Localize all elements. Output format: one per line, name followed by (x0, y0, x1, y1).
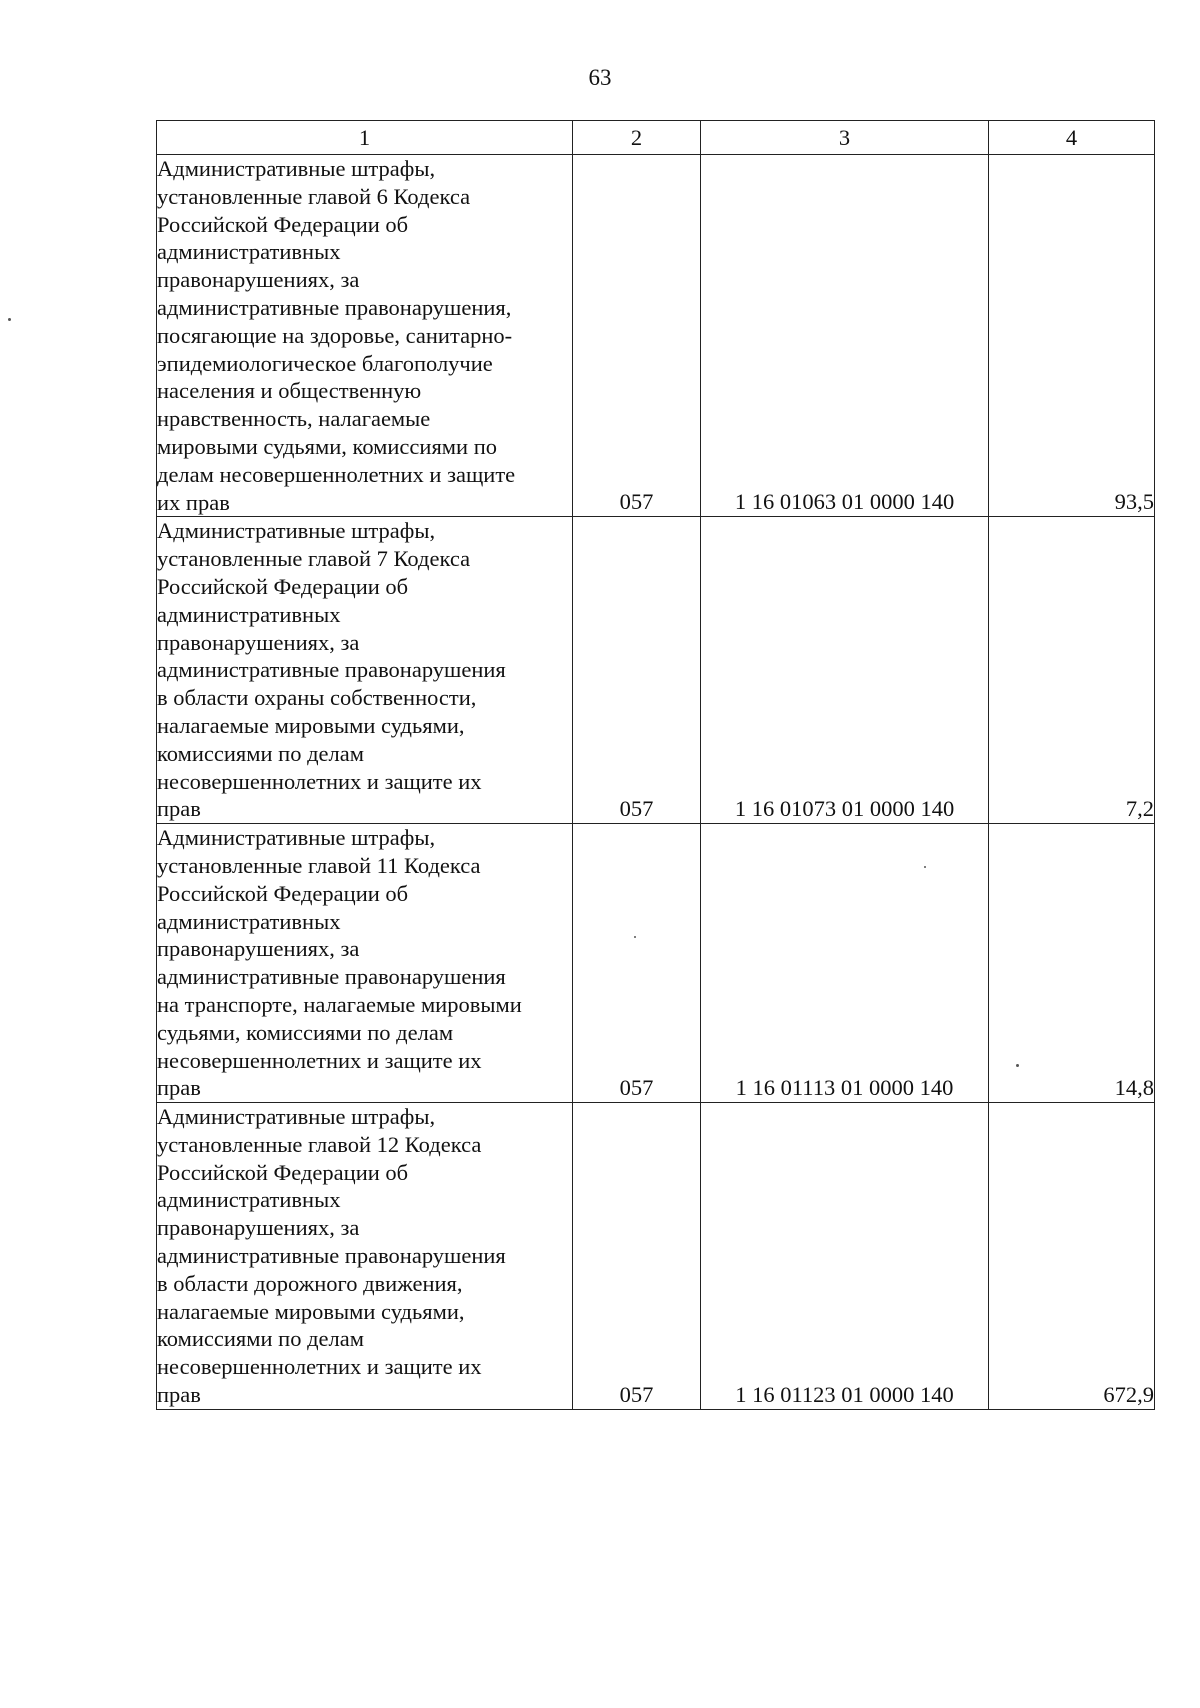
description-line: комиссиями по делам (157, 1326, 364, 1352)
description-line: налагаемые мировыми судьями, (157, 1298, 465, 1324)
description-line: правонарушениях, за (157, 936, 360, 962)
description-line: административных (157, 1187, 341, 1213)
amount: 93,5 (989, 155, 1155, 517)
description-line: установленные главой 12 Кодекса (157, 1131, 482, 1157)
column-header-1: 1 (157, 121, 573, 155)
description-line: Российской Федерации об (157, 880, 409, 906)
table-row (157, 1103, 1155, 1410)
description-line: установленные главой 11 Кодекса (157, 852, 481, 878)
description-line: несовершеннолетних и защите их (157, 1354, 482, 1380)
administrator-code: 057 (573, 517, 701, 824)
description-line: несовершеннолетних и защите их (157, 1047, 482, 1073)
description-line: налагаемые мировыми судьями, (157, 712, 465, 738)
description-line: правонарушениях, за (157, 629, 360, 655)
description-line: мировыми судьями, комиссиями по (157, 433, 497, 459)
fine-description (157, 517, 573, 824)
description-line: прав (157, 796, 201, 822)
amount: 14,8 (989, 824, 1155, 1103)
description-line: административные правонарушения (157, 1243, 506, 1269)
description-line: административных (157, 239, 341, 265)
description-line: делам несовершеннолетних и защите (157, 461, 516, 487)
budget-classification-code: 1 16 01073 01 0000 140 (701, 517, 989, 824)
description-line: нравственность, налагаемые (157, 406, 431, 432)
fine-description (157, 1103, 573, 1410)
table-row (157, 824, 1155, 1103)
amount: 672,9 (989, 1103, 1155, 1410)
description-line: судьями, комиссиями по делам (157, 1019, 454, 1045)
budget-classification-code: 1 16 01113 01 0000 140 (701, 824, 989, 1103)
table-row (157, 517, 1155, 824)
description-line: на транспорте, налагаемые мировыми (157, 991, 522, 1017)
scan-speck (634, 936, 636, 938)
budget-classification-code: 1 16 01063 01 0000 140 (701, 155, 989, 517)
description-line: Административные штрафы, (157, 1104, 436, 1130)
fine-description (157, 824, 573, 1103)
description-line: административных (157, 601, 341, 627)
description-line: административные правонарушения (157, 657, 506, 683)
description-line: Российской Федерации об (157, 1159, 409, 1185)
description-line: установленные главой 6 Кодекса (157, 183, 471, 209)
description-line: в области дорожного движения, (157, 1270, 463, 1296)
amount: 7,2 (989, 517, 1155, 824)
description-line: несовершеннолетних и защите их (157, 768, 482, 794)
administrator-code: 057 (573, 1103, 701, 1410)
description-line: комиссиями по делам (157, 740, 364, 766)
page-number: 63 (588, 65, 612, 90)
description-line: установленные главой 7 Кодекса (157, 546, 471, 572)
fine-description (157, 155, 573, 517)
description-line: правонарушениях, за (157, 1215, 360, 1241)
description-line: административных (157, 908, 341, 934)
description-line: административные правонарушения (157, 964, 506, 990)
description-line: в области охраны собственности, (157, 685, 477, 711)
column-header-4: 4 (989, 121, 1155, 155)
description-line: Российской Федерации об (157, 211, 409, 237)
description-line: Российской Федерации об (157, 573, 409, 599)
description-line: Административные штрафы, (157, 518, 436, 544)
column-header-2: 2 (573, 121, 701, 155)
administrator-code: 057 (573, 155, 701, 517)
table-row (157, 155, 1155, 517)
fines-table (156, 120, 1155, 1410)
description-line: правонарушениях, за (157, 267, 360, 293)
description-line: прав (157, 1075, 201, 1101)
column-header-3: 3 (701, 121, 989, 155)
scan-speck (8, 318, 11, 321)
description-line: Административные штрафы, (157, 825, 436, 851)
description-line: посягающие на здоровье, санитарно- (157, 322, 513, 348)
description-line: Административные штрафы, (157, 156, 436, 181)
header-row (157, 121, 1155, 155)
description-line: их прав (157, 489, 230, 515)
scan-speck (1016, 1064, 1019, 1067)
description-line: прав (157, 1382, 201, 1408)
budget-classification-code: 1 16 01123 01 0000 140 (701, 1103, 989, 1410)
administrator-code: 057 (573, 824, 701, 1103)
scan-speck (924, 866, 926, 868)
description-line: административные правонарушения, (157, 294, 512, 320)
description-line: населения и общественную (157, 378, 422, 404)
description-line: эпидемиологическое благополучие (157, 350, 493, 376)
